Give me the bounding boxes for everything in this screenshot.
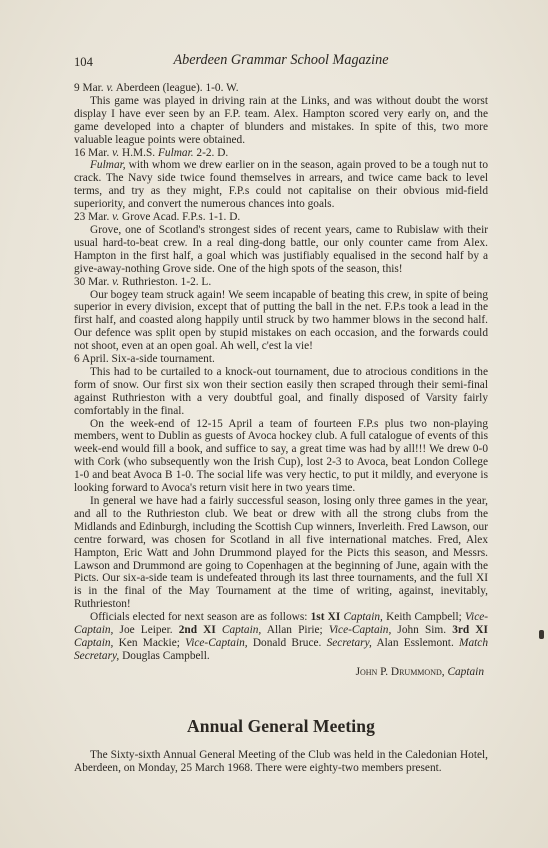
match-heading: 16 Mar. v. H.M.S. Fulmar. 2-2. D. — [74, 146, 229, 159]
match-heading: 9 Mar. v. Aberdeen (league). 1-0. W. — [74, 82, 239, 94]
page-number: 104 — [74, 55, 93, 69]
page-header — [74, 52, 488, 74]
match-heading: 23 Mar. v. Grove Acad. F.P.s. 1-1. D. — [74, 211, 241, 224]
article-body — [74, 82, 488, 774]
match-report: Fulmar, with whom we drew earlier on in the season, again proved to be a tough nut to crack. The Navy side twice found themselves in arrears, and twice came back to level terms, and try as they might, F.P.s could not capitalise on their obvious mid-field superiority, and convert the numerous chances into goals. — [74, 159, 488, 211]
match-heading: 6 April. Six-a-side tournament. — [74, 353, 215, 366]
match-report: This had to be curtailed to a knock-out tournament, due to atrocious conditions in the form of snow. Our first six won their section easily then scraped through their semi-final against Ruthrieston with a very doubtful goal, and finally disposed of Varsity fairly comfortably in the final. — [74, 365, 488, 417]
section-heading: Annual General Meeting — [187, 715, 375, 736]
margin-mark — [539, 630, 544, 639]
match-report: This game was played in driving rain at the Links, and was without doubt the worst display I have ever seen by an F.P. team. Alex. Hampton scored very early on, and the game developed into a chapter of blunders and mistakes. In spite of this, two more valuable league points were obtained. — [74, 94, 488, 146]
tour-report: On the week-end of 12-15 April a team of fourteen F.P.s plus two non-playing members, went to Dublin as guests of Avoca hockey club. A full catalogue of events of this week-end would fill a book, and suffice to say, a great time was had by all!!! We drew 0-0 with Cork (who subsequently won the Irish Cup), lost 2-3 to Avoca, beat London College 1-0 and beat Avoca B 1-0. The social life was very hectic, to put it mildly, and everyone is looking forward to Avoca's return visit here in two years time. — [74, 417, 488, 495]
match-heading: 30 Mar. v. Ruthrieston. 1-2. L. — [74, 275, 212, 288]
agm-paragraph: The Sixty-sixth Annual General Meeting of the Club was held in the Caledonian Hotel, Aberdeen, on Monday, 25 March 1968. There were eighty-two members present. — [74, 748, 488, 774]
match-report: Grove, one of Scotland's strongest sides of recent years, came to Rubislaw with their usual hard-to-beat crew. In a real ding-dong battle, our only counter came from Alex. Hampton in the first half, a goal which was justifiably equalised in the second half by a give-away-nothing Grove side. One of the high spots of the season, this! — [74, 223, 488, 275]
running-title: Aberdeen Grammar School Magazine — [173, 52, 389, 68]
match-report: Our bogey team struck again! We seem incapable of beating this crew, in spite of being superior in every division, except that of putting the ball in the net. F.P.s took a lead in the first half, and coasted along happily until struck by two hammer blows in the second half. Our defence was split open by stupid mistakes on each occasion, and the forwards could not shoot, even at an open goal. Ah well, c'est la vie! — [74, 288, 488, 353]
signature: John P. Drummond, Captain — [355, 665, 484, 678]
season-summary: In general we have had a fairly successful season, losing only three games in the year, and all to the Ruthrieston club. We beat or drew with all the strong clubs from the Midlands and Edinburgh, including the Scottish Cup winners, Inverleith. Fred Lawson, our centre forward, was chosen for Scotland in all five international matches. Fred, Alex Hampton, Eric Watt and John Drummond played for the Picts this season, and Messrs. Lawson and Drummond are going to Copenhagen at the beginning of June, again with the Picts. Our six-a-side team is undefeated through its last three tournaments, and the full XI is in the final of the May Tournament at the time of writing, against, inevitably, Ruthrieston! — [74, 495, 488, 611]
officials-list: Officials elected for next season are as follows: 1st XI Captain, Keith Campbell; Vice-Captain, Joe Leiper. 2nd XI Captain, Allan Pirie; Vice-Captain, John Sim. 3rd XI Captain, Ken Mackie; Vice-Captain, Donald Bruce. Secretary, Alan Esslemont. Match Secretary, Douglas Campbell. — [74, 611, 489, 662]
